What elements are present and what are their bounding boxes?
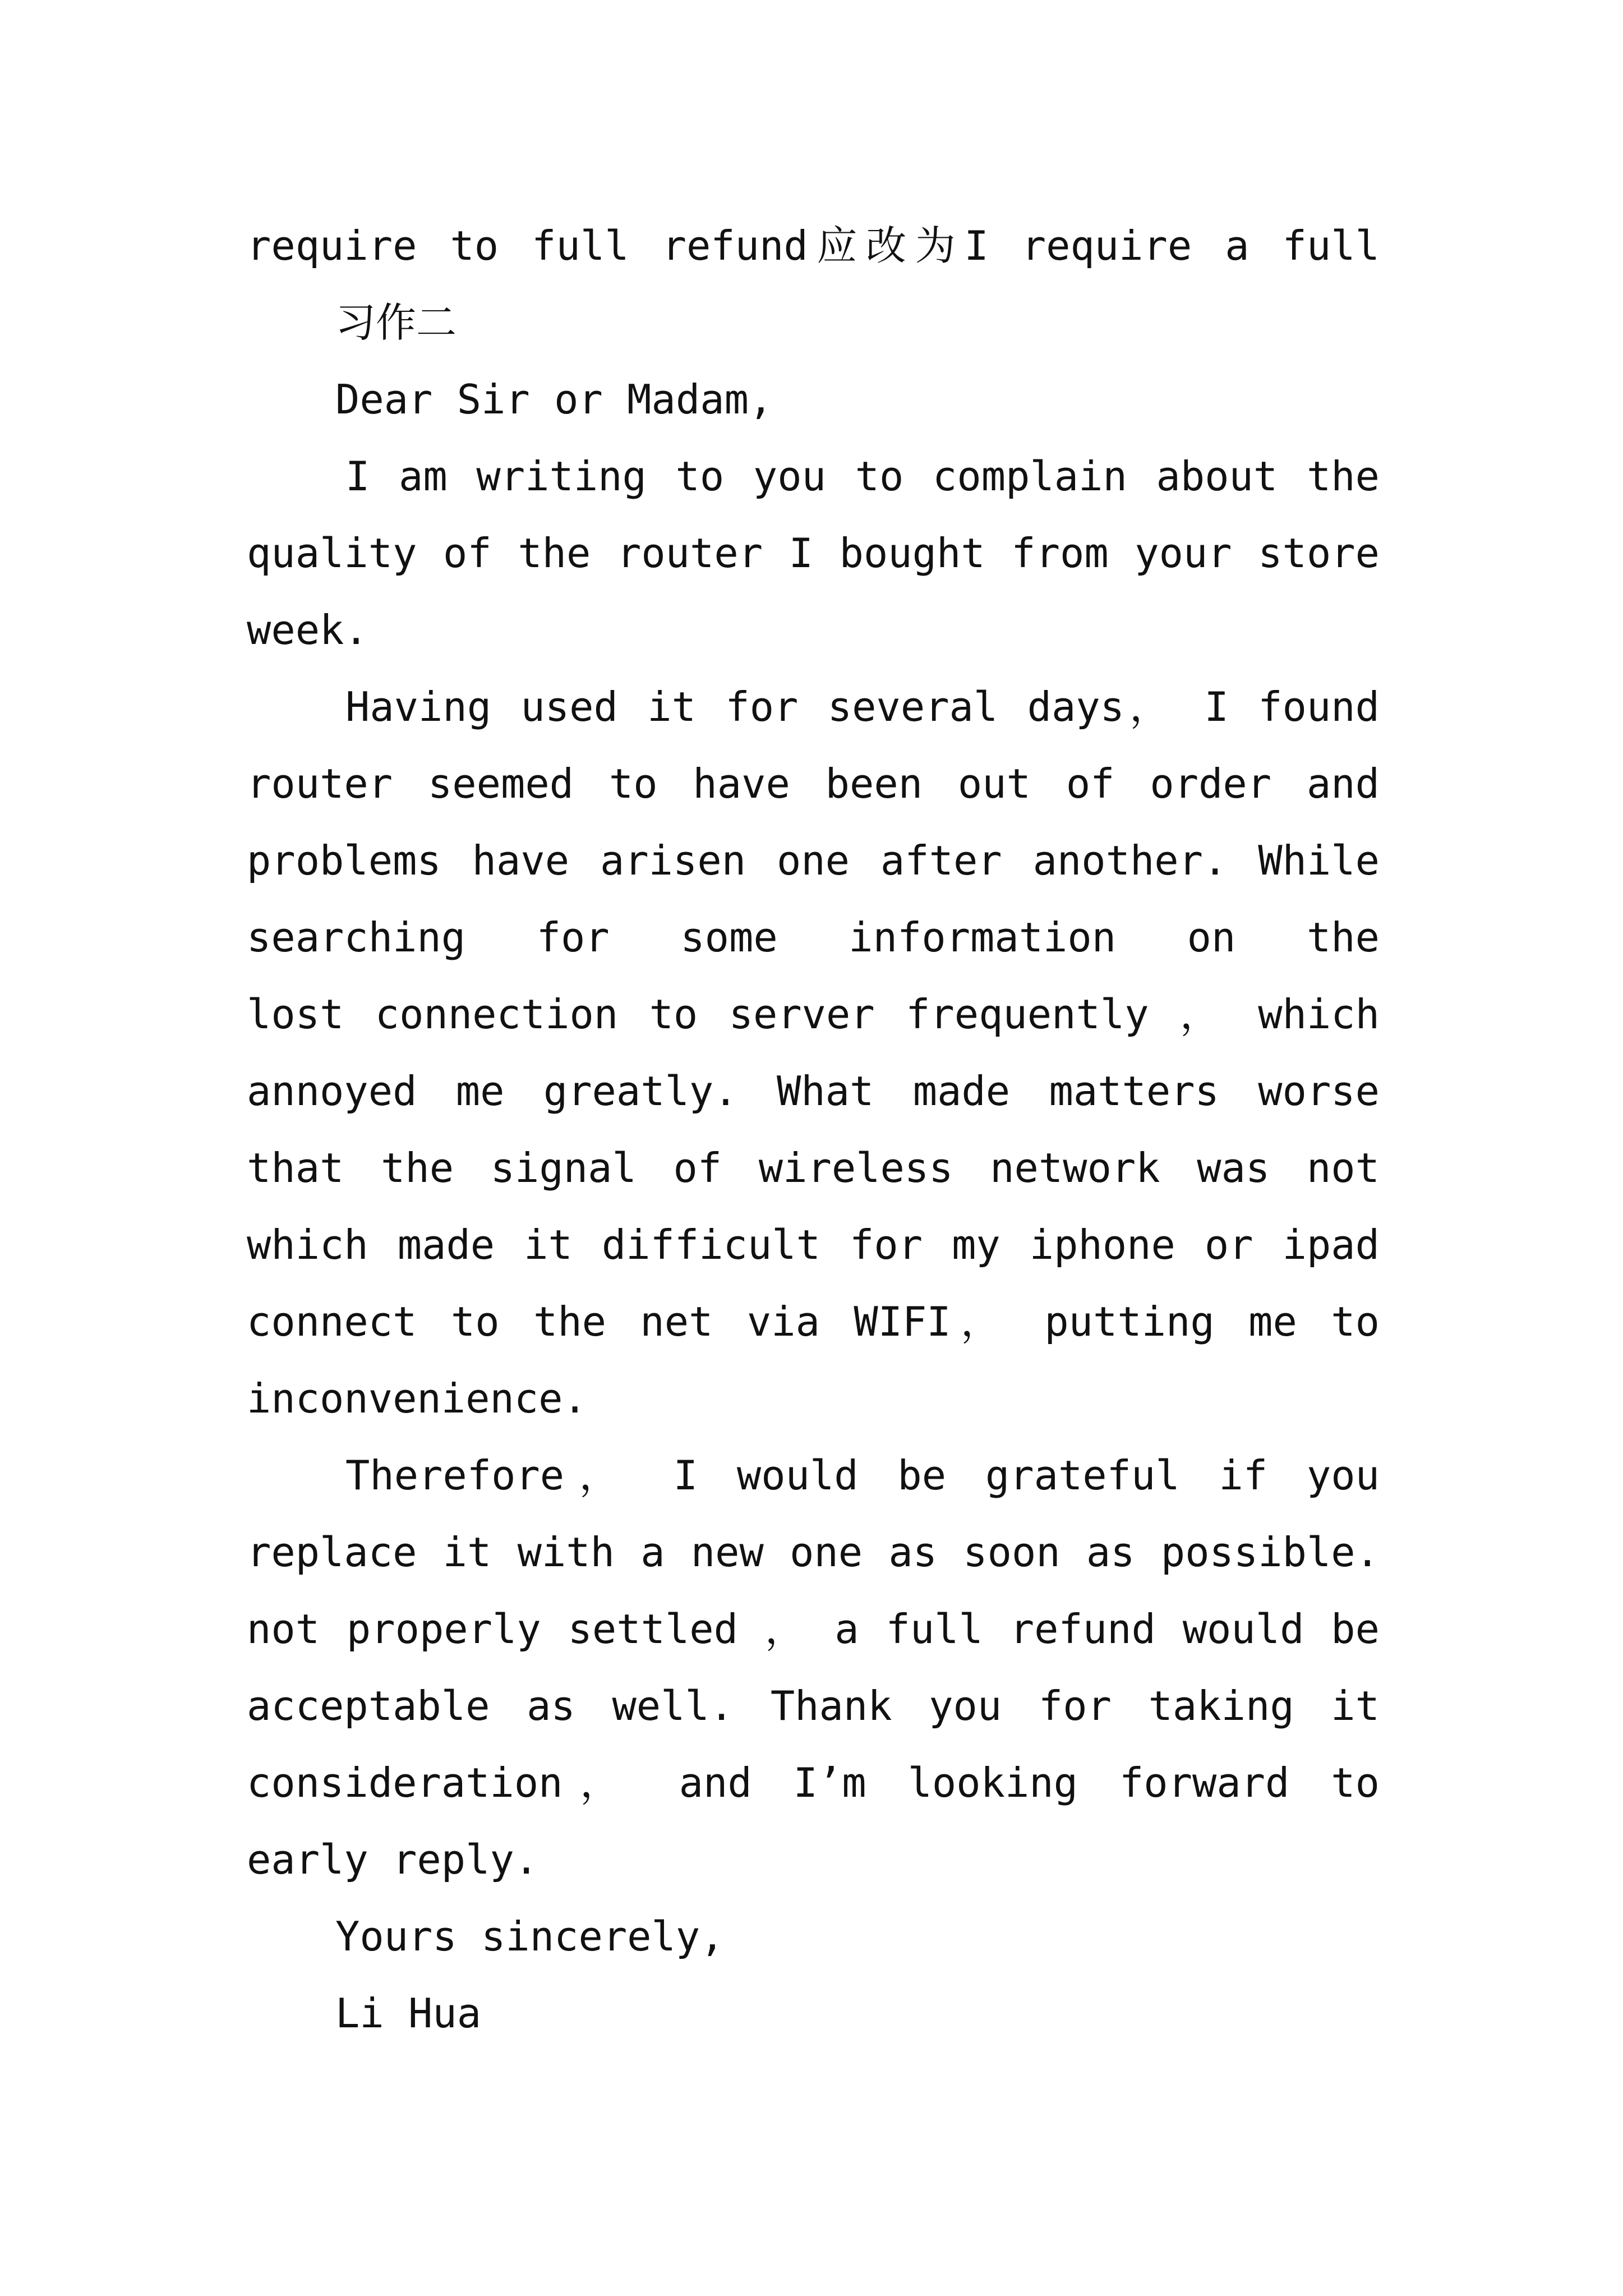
text-line: annoyed me greatly. What made matters worse	[247, 1068, 1380, 1115]
text-line: which made it difficult for my iphone or ipad	[247, 1221, 1380, 1268]
letter-signature: Li Hua	[335, 1990, 482, 2037]
text-line: router seemed to have been out of order and	[247, 760, 1380, 807]
text-line: quality of the router I bought from your store	[247, 530, 1380, 577]
text-line: problems have arisen one after another. While	[247, 837, 1380, 884]
text-line: lost connection to server frequently ， which	[247, 991, 1380, 1038]
text-line: acceptable as well. Thank you for taking it	[247, 1682, 1380, 1729]
document-body	[247, 208, 1380, 2052]
text-line: consideration， and I’m looking forward to	[247, 1759, 1380, 1806]
text-line: that the signal of wireless network was not	[247, 1144, 1380, 1191]
letter-salutation: Dear Sir or Madam,	[335, 376, 773, 423]
text-line: inconvenience.	[247, 1375, 587, 1422]
text-line: week.	[247, 606, 368, 654]
section-heading: 习作二	[335, 299, 457, 346]
text-line: require to full refund应改为I require a full	[247, 222, 1380, 269]
text-line: Having used it for several days， I found	[345, 683, 1380, 730]
text-line: I am writing to you to complain about the	[345, 453, 1380, 500]
text-line: early reply.	[247, 1836, 539, 1883]
letter-closing: Yours sincerely,	[335, 1913, 725, 1960]
text-line: Therefore， I would be grateful if you	[345, 1452, 1380, 1499]
text-line: not properly settled ， a full refund would be	[247, 1605, 1380, 1653]
text-line: connect to the net via WIFI， putting me to	[247, 1298, 1380, 1345]
text-line: replace it with a new one as soon as possible.	[247, 1529, 1380, 1576]
text-line: searching for some information on the	[247, 914, 1380, 961]
